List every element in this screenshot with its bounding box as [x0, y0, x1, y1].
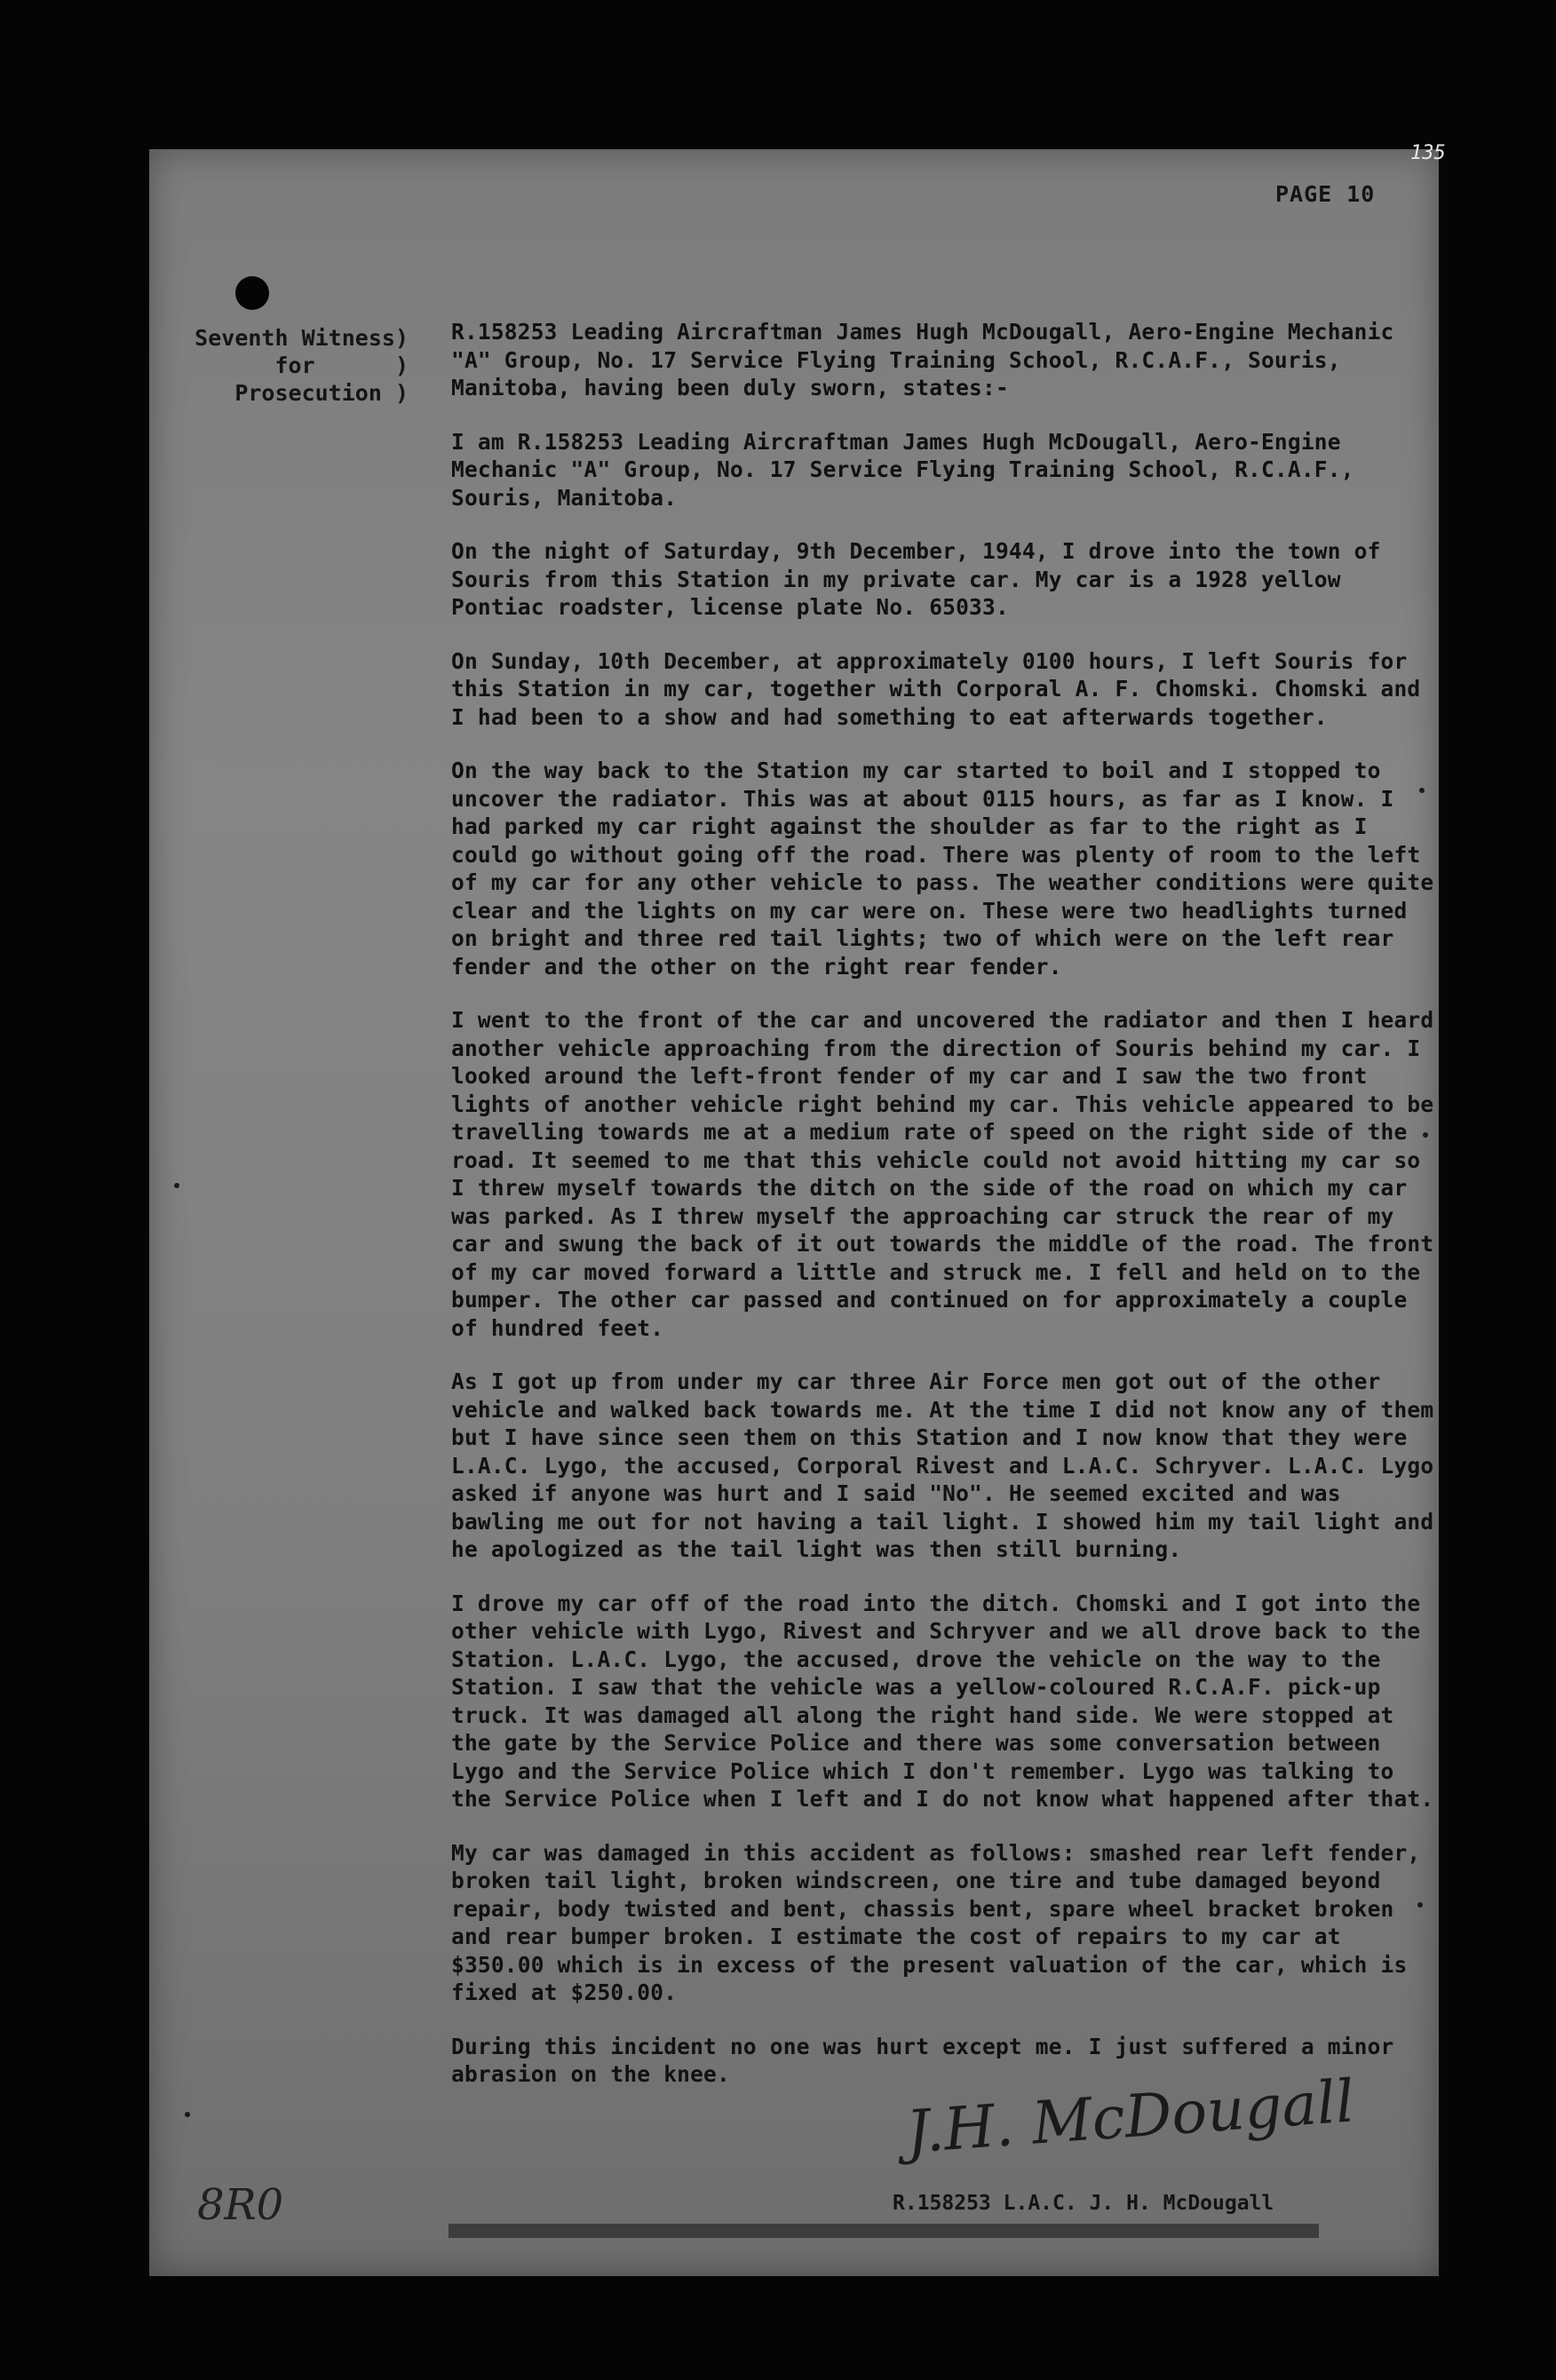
stamp-mark: 8R0 [197, 2180, 284, 2230]
paragraph: On the way back to the Station my car started to boil and I stopped to uncover the radiator. This was at about 0115 hours, as far as I know. I had parked my car right against the shoulder as far to the right as I could go without going off the road. There was plenty of room to the left of my car for any other vehicle to pass. The weather conditions were quite clear and the lights on my car were on. These were two headlights turned on bright and three red tail lights; two of which were on the left rear fender and the other on the right rear fender. [451, 758, 1434, 980]
margin-mark [1419, 788, 1425, 793]
paragraph: I went to the front of the car and uncovered the radiator and then I heard another vehicle approaching from the direction of Souris behind my car. I looked around the left-front fender of my car and I saw the two front lights of another vehicle right behind my car. This vehicle appeared to be travelling towards me at a medium rate of speed on the right side of the road. It seemed to me that this vehicle could not avoid hitting my car so I threw myself towards the ditch on the side of the road on which my car was parked. As I threw myself the approaching car struck the rear of my car and swung the back of it out towards the middle of the road. The front of my car moved forward a little and struck me. I fell and held on to the bumper. The other car passed and continued on for approximately a couple of hundred feet. [451, 1007, 1434, 1341]
redacted-line [449, 2224, 1319, 2238]
paragraph: As I got up from under my car three Air Force men got out of the other vehicle and walked back towards me. At the time I did not know any of them but I have since seen them on this Station and I now know that they were L.A.C. Lygo, the accused, Corporal Rivest and L.A.C. Schryver. L.A.C. Lygo asked if anyone was hurt and I said "No". He seemed excited and was bawling me out for not having a tail light. I showed him my tail light and he apologized as the tail light was then still burning. [451, 1368, 1434, 1562]
margin-mark [185, 2112, 190, 2117]
testimony-body [451, 318, 1437, 2114]
margin-mark [174, 1183, 179, 1188]
corner-number: 135 [1410, 142, 1446, 164]
paragraph: On Sunday, 10th December, at approximately 0100 hours, I left Souris for this Station in my car, together with Corporal A. F. Chomski. Chomski and I had been to a show and had something to eat afterwards together. [451, 647, 1421, 730]
margin-mark [1417, 1902, 1423, 1908]
paragraph: On the night of Saturday, 9th December, 1944, I drove into the town of Souris from this Station in my private car. My car is a 1928 yellow Pontiac roadster, license plate No. 65033. [451, 538, 1381, 620]
page-number: PAGE 10 [1275, 181, 1376, 207]
signature-caption: R.158253 L.A.C. J. H. McDougall [893, 2192, 1274, 2215]
paragraph: During this incident no one was hurt except me. I just suffered a minor abrasion on the knee. [451, 2033, 1394, 2087]
paragraph: I am R.158253 Leading Aircraftman James Hugh McDougall, Aero-Engine Mechanic "A" Group, No. 17 Service Flying Training School, R.C.A.F., Souris, Manitoba. [451, 428, 1354, 511]
margin-mark [1423, 1132, 1428, 1138]
paragraph: My car was damaged in this accident as follows: smashed rear left fender, broken tail light, broken windscreen, one tire and tube damaged beyond repair, body twisted and bent, chassis bent, spare wheel bracket broken and rear bumper broken. I estimate the cost of repairs to my car at $350.00 which is in excess of the present valuation of the car, which is fixed at $250.00. [451, 1839, 1421, 2005]
punch-hole [235, 276, 269, 310]
paragraph: I drove my car off of the road into the ditch. Chomski and I got into the other vehicle with Lygo, Rivest and Schryver and we all drove back to the Station. L.A.C. Lygo, the accused, drove the vehicle on the way to the Station. I saw that the vehicle was a yellow-coloured R.C.A.F. pick-up truck. It was damaged all along the right hand side. We were stopped at the gate by the Service Police and there was some conversation between Lygo and the Service Police which I don't remember. Lygo was talking to the Service Police when I left and I do not know what happened after that. [451, 1590, 1434, 1812]
paragraph: R.158253 Leading Aircraftman James Hugh McDougall, Aero-Engine Mechanic "A" Group, No. 17 Service Flying Training School, R.C.A.F., Souris, Manitoba, having been duly sworn, states:- [451, 319, 1394, 401]
witness-label: Seventh Witness) for ) Prosecution ) [194, 325, 409, 406]
handwritten-signature: J.H. McDougall [903, 2067, 1357, 2167]
